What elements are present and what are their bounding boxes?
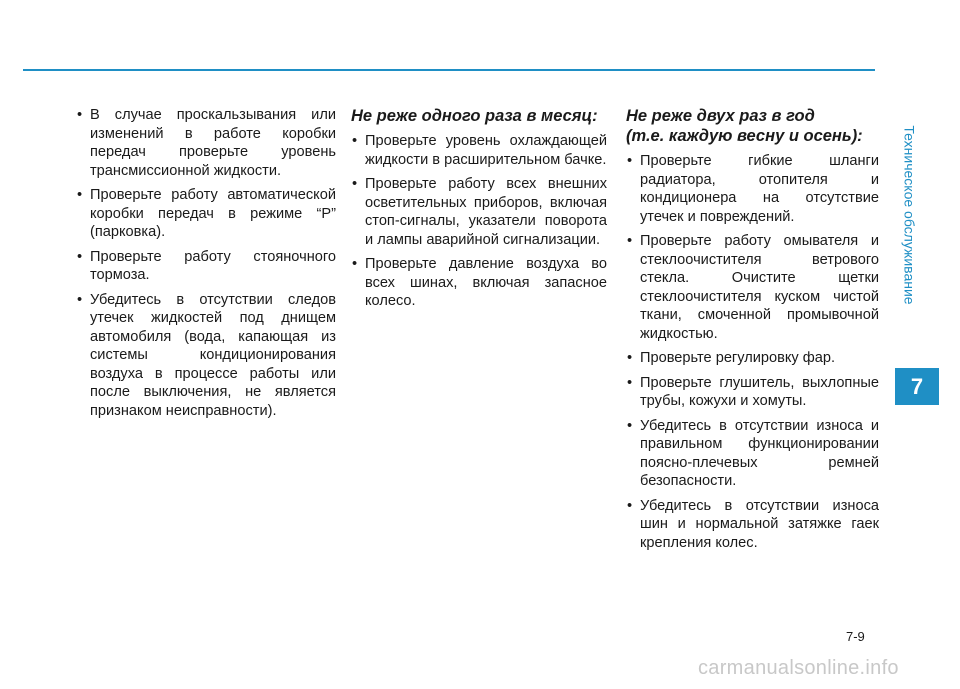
watermark: carmanualsonline.info bbox=[698, 657, 899, 679]
bullet-list bbox=[351, 132, 607, 311]
list-item: • Проверьте уровень охлаждающей жидкости в расширительном бачке. bbox=[351, 132, 607, 169]
heading-line-1: Не реже двух раз в год bbox=[626, 107, 815, 125]
chapter-side-title bbox=[890, 60, 930, 370]
section-heading-twice-yearly bbox=[626, 106, 879, 146]
bullet-list bbox=[626, 152, 879, 552]
list-item: • Убедитесь в отсутствии износа шин и нормальной затяжке гаек крепления колес. bbox=[626, 497, 879, 553]
chapter-title-text: Техническое обслуживание bbox=[902, 125, 918, 305]
heading-line-2: (т.е. каждую весну и осень): bbox=[626, 127, 863, 145]
list-item: • Проверьте давление воздуха во всех шинах, включая запасное колесо. bbox=[351, 255, 607, 311]
header-rule bbox=[23, 69, 875, 71]
list-item: • В случае проскальзывания или изменений в работе коробки передач проверьте уровень трансмиссионной жидкости. bbox=[76, 106, 336, 180]
page-number: 7-9 bbox=[846, 629, 865, 644]
list-item: • Проверьте работу автоматической коробки передач в режиме “P” (парковка). bbox=[76, 186, 336, 242]
list-item: • Проверьте работу омывателя и стеклоочистителя ветрового стекла. Очистите щетки стеклоочистителя куском чистой ткани, смоченной промывочной жидкостью. bbox=[626, 232, 879, 343]
list-item: • Проверьте работу стояночного тормоза. bbox=[76, 248, 336, 285]
list-item: • Убедитесь в отсутствии следов утечек жидкостей под днищем автомобиля (вода, капающая из системы кондиционирования воздуха в процессе работы или после выключения, не является признаком неисправности). bbox=[76, 291, 336, 421]
column-1 bbox=[76, 106, 336, 426]
bullet-list bbox=[76, 106, 336, 420]
list-item: • Проверьте гибкие шланги радиатора, отопителя и кондиционера на отсутствие утечек и повреждений. bbox=[626, 152, 879, 226]
section-heading-monthly: Не реже одного раза в месяц: bbox=[351, 107, 598, 125]
list-item: • Проверьте глушитель, выхлопные трубы, кожухи и хомуты. bbox=[626, 374, 879, 411]
chapter-number-tab: 7 bbox=[895, 368, 939, 405]
list-item: • Проверьте работу всех внешних осветительных приборов, включая стоп-сигналы, указатели поворота и лампы аварийной сигнализации. bbox=[351, 175, 607, 249]
column-3 bbox=[626, 106, 879, 558]
column-2 bbox=[351, 106, 607, 317]
list-item: • Убедитесь в отсутствии износа и правильном функционировании поясно-плечевых ремней безопасности. bbox=[626, 417, 879, 491]
list-item: • Проверьте регулировку фар. bbox=[626, 349, 879, 368]
